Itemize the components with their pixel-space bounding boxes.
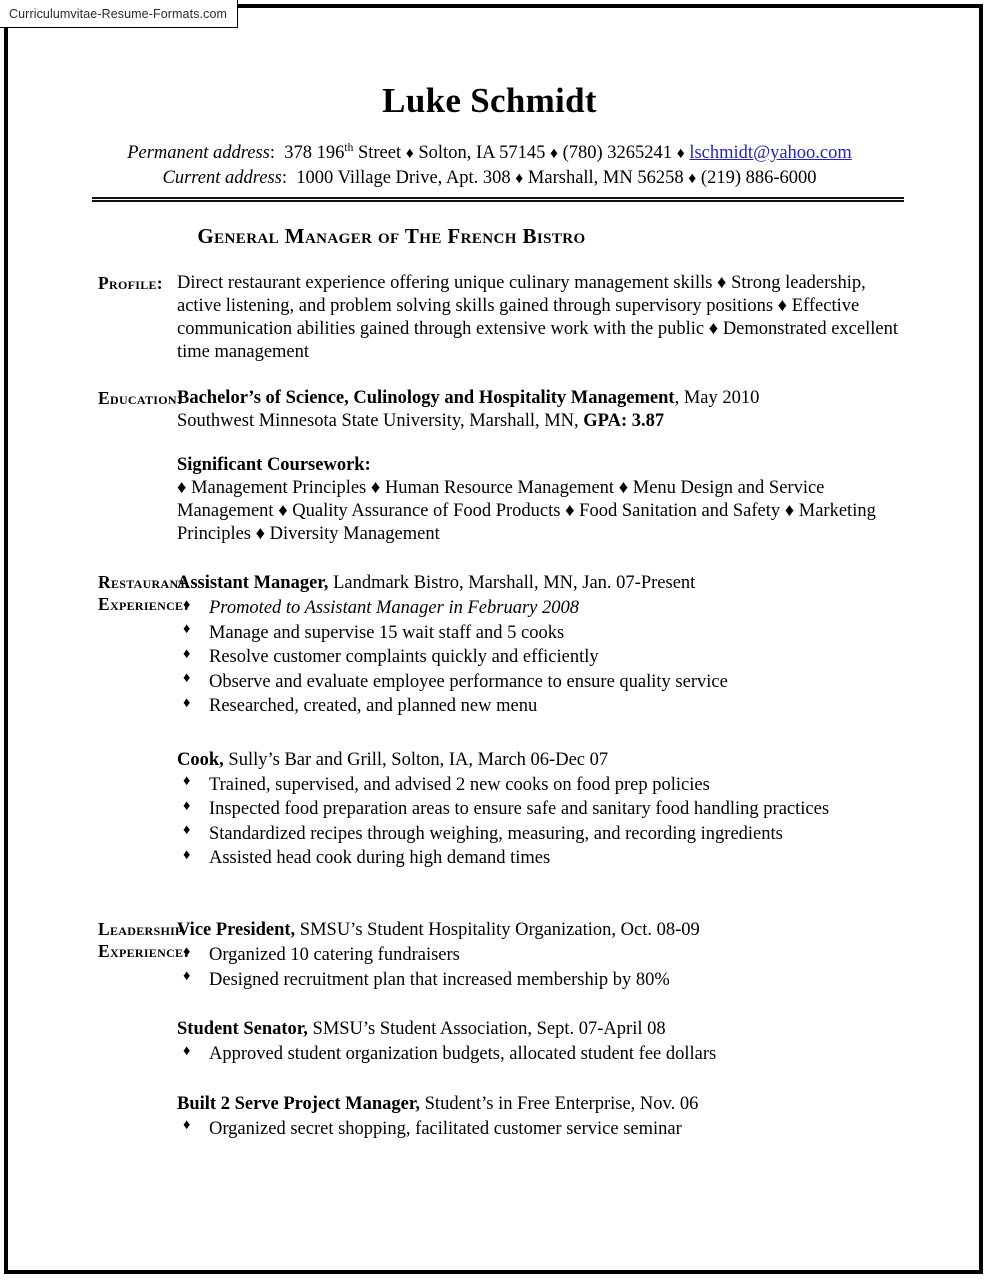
current-address-label: Current address — [162, 167, 282, 188]
list-item — [177, 596, 911, 620]
bullet-text: Observe and evaluate employee performance to ensure quality service — [209, 671, 728, 692]
entry-bullet-list — [177, 596, 911, 718]
coursework-heading: Significant Coursework: — [177, 454, 371, 475]
permanent-address-label: Permanent address — [127, 142, 270, 163]
leadership-entry — [177, 1018, 911, 1066]
entry-job-detail: SMSU’s Student Association, Sept. 07-April 08 — [307, 1019, 666, 1040]
page-title: Luke Schmidt — [382, 81, 597, 120]
list-item — [177, 846, 911, 870]
spacer — [177, 433, 911, 454]
spacer — [177, 719, 911, 749]
bullet-text: Researched, created, and planned new menu — [209, 696, 538, 717]
education-degree-line — [177, 387, 911, 410]
entry-bullet-list — [177, 1117, 911, 1141]
section-label-line2: Experience: — [98, 593, 190, 614]
bullet-text: Designed recruitment plan that increased membership by 80% — [209, 969, 670, 990]
permanent-street-post: Street — [353, 142, 402, 163]
bullet-text: Approved student organization budgets, allocated student fee dollars — [209, 1044, 717, 1065]
bullet-text: Trained, supervised, and advised 2 new cooks on food prep policies — [209, 774, 710, 795]
entry-job-title: Assistant Manager, — [177, 573, 329, 593]
section-body-restaurant-experience — [177, 572, 975, 871]
experience-entry — [177, 749, 911, 871]
education-school-line — [177, 410, 911, 433]
list-item — [177, 1042, 911, 1066]
list-item — [177, 694, 911, 718]
leadership-entry — [177, 919, 911, 992]
resume-document — [4, 4, 975, 1266]
permanent-street-ordinal: th — [344, 141, 354, 154]
bullet-text: Manage and supervise 15 wait staff and 5 cooks — [209, 622, 565, 643]
current-city: Marshall, MN 56258 — [527, 167, 684, 188]
bullet-text: Standardized recipes through weighing, measuring, and recording ingredients — [209, 823, 783, 844]
section-label-line1: Restaurant — [98, 572, 187, 592]
list-item — [177, 822, 911, 846]
education-degree: Bachelor’s of Science, Culinology and Hospitality Management — [177, 387, 675, 408]
entry-job-title: Built 2 Serve Project Manager, — [177, 1093, 421, 1114]
entry-job-detail: Landmark Bistro, Marshall, MN, Jan. 07-Present — [328, 573, 696, 593]
permanent-phone: (780) 3265241 — [562, 142, 673, 163]
entry-bullet-list — [177, 943, 911, 992]
section-profile — [4, 272, 975, 364]
current-address-colon: : — [281, 167, 288, 188]
section-body-leadership-experience — [177, 919, 975, 1141]
list-item — [177, 943, 911, 967]
bullet-text: Promoted to Assistant Manager in February 2008 — [209, 598, 579, 619]
email-link[interactable]: lschmidt@yahoo.com — [689, 142, 852, 163]
section-leadership-experience — [4, 919, 975, 1141]
entry-bullet-list — [177, 1042, 911, 1066]
entry-title-line — [177, 1018, 911, 1041]
leadership-entry — [177, 1093, 911, 1141]
section-education — [4, 387, 975, 546]
entry-job-title: Student Senator, — [177, 1019, 308, 1040]
entry-bullet-list — [177, 773, 911, 871]
bullet-text: Organized secret shopping, facilitated customer service seminar — [209, 1118, 682, 1139]
profile-text: Direct restaurant experience offering unique culinary management skills ♦ Strong leadership, active listening, and problem solving skills gained through supervisory positions ♦ Effective communication abilities gained through extensive work with the public ♦ Demonstrated excellent time management — [177, 272, 898, 362]
section-body-education — [177, 387, 975, 546]
separator-diamond-icon: ♦ — [676, 144, 685, 162]
education-degree-date: , May 2010 — [674, 387, 760, 408]
current-street: 1000 Village Drive, Apt. 308 — [296, 167, 511, 188]
bullet-text: Assisted head cook during high demand times — [209, 848, 551, 869]
section-label-line1: Leadership — [98, 918, 183, 939]
permanent-address-colon: : — [269, 142, 276, 163]
separator-diamond-icon: ♦ — [688, 169, 697, 187]
entry-job-detail: Sully’s Bar and Grill, Solton, IA, March 06-Dec 07 — [223, 749, 609, 770]
entry-job-title: Cook, — [177, 749, 224, 770]
separator-diamond-icon: ♦ — [515, 169, 524, 187]
section-label-leadership-experience — [4, 918, 190, 962]
list-item — [177, 968, 911, 992]
entry-title-line — [177, 919, 911, 942]
entry-job-title: Vice President, — [177, 919, 296, 940]
list-item — [177, 1117, 911, 1141]
coursework-text: ♦ Management Principles ♦ Human Resource Management ♦ Menu Design and Service Management ♦ Quality Assurance of Food Products ♦ Food Sanitation and Safety ♦ Marketing Principles ♦ Diversity Management — [177, 477, 876, 544]
section-label-profile: Profile: — [98, 272, 163, 293]
section-label-education: Education: — [98, 387, 183, 408]
experience-entry — [177, 572, 911, 718]
education-school: Southwest Minnesota State University, Marshall, MN, — [177, 410, 584, 431]
header-divider — [92, 197, 904, 202]
separator-diamond-icon: ♦ — [405, 144, 414, 162]
entry-job-detail: SMSU’s Student Hospitality Organization, Oct. 08-09 — [295, 919, 700, 940]
entry-title-line — [177, 749, 911, 772]
separator-diamond-icon: ♦ — [549, 144, 558, 162]
spacer — [177, 1067, 911, 1093]
section-label-line2: Experience: — [98, 940, 190, 961]
list-item — [177, 797, 911, 821]
gpa-value: 3.87 — [627, 410, 665, 431]
current-phone: (219) 886-6000 — [700, 167, 817, 188]
bullet-text: Resolve customer complaints quickly and efficiently — [209, 647, 599, 668]
list-item — [177, 670, 911, 694]
gpa-label: GPA: — [583, 410, 628, 431]
list-item — [177, 645, 911, 669]
permanent-address-line — [4, 141, 975, 166]
list-item — [177, 773, 911, 797]
contact-block — [4, 141, 975, 191]
entry-title-line — [177, 572, 911, 595]
permanent-street-pre: 378 196 — [284, 142, 345, 163]
section-restaurant-experience — [4, 572, 975, 871]
section-label-restaurant-experience — [4, 572, 190, 615]
entry-title-line — [177, 1093, 911, 1116]
entry-job-detail: Student’s in Free Enterprise, Nov. 06 — [420, 1093, 699, 1114]
objective-headline: General Manager of The French Bistro — [197, 223, 586, 248]
list-item — [177, 621, 911, 645]
current-address-line — [4, 166, 975, 191]
spacer — [177, 992, 911, 1018]
bullet-text: Inspected food preparation areas to ensure safe and sanitary food handling practices — [209, 799, 830, 820]
permanent-city: Solton, IA 57145 — [418, 142, 546, 163]
site-watermark-label: Curriculumvitae-Resume-Formats.com — [0, 0, 238, 28]
bullet-text: Organized 10 catering fundraisers — [209, 945, 460, 966]
section-body-profile — [177, 272, 975, 364]
